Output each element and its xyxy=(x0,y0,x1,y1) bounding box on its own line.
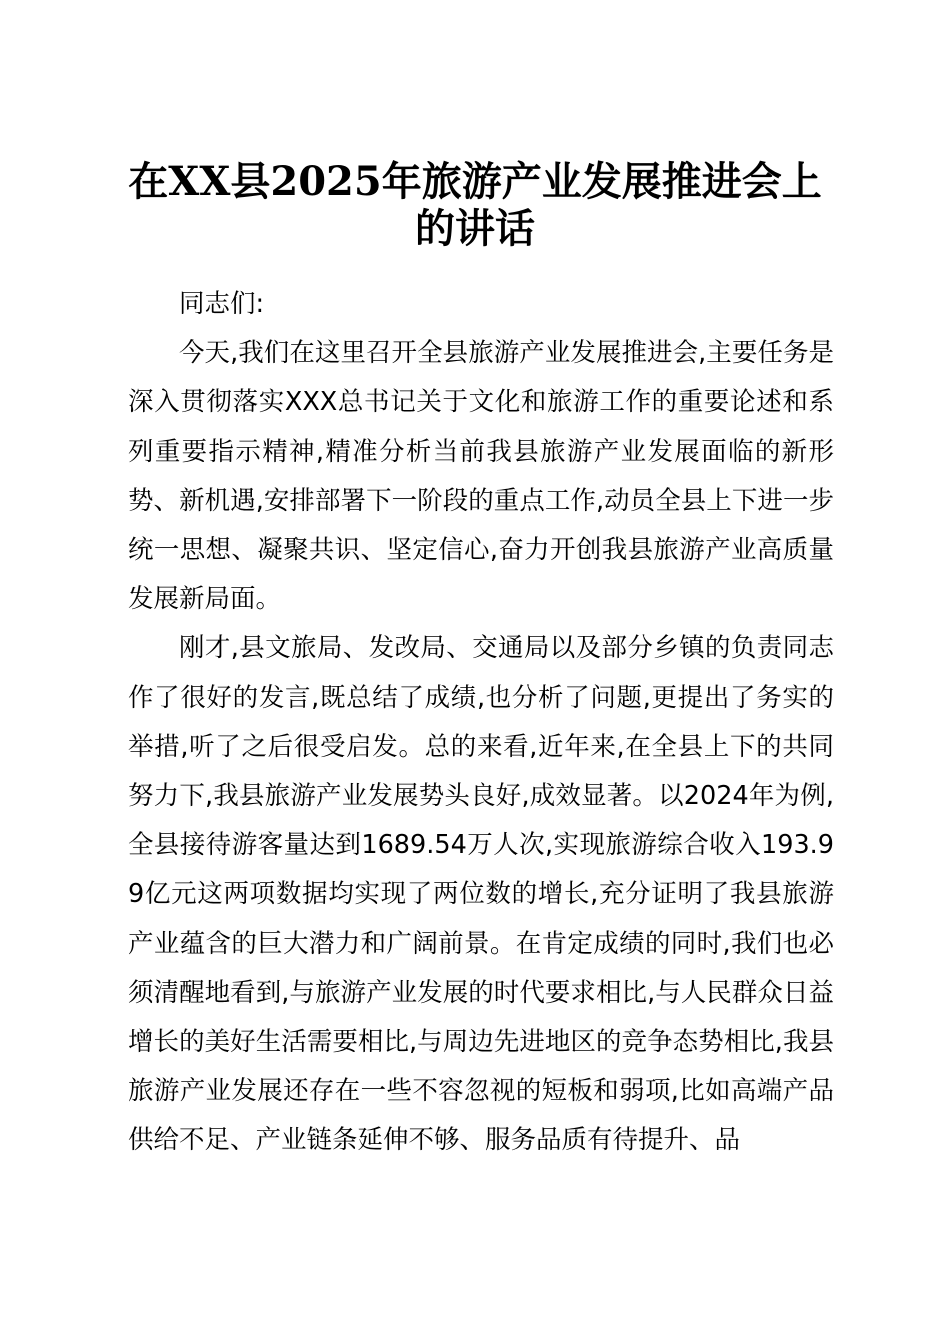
paragraph-2: 刚才,县文旅局、发改局、交通局以及部分乡镇的负责同志作了很好的发言,既总结了成绩,也分析了问题,更提出了务实的举措,听了之后很受启发。总的来看,近年来,在全县上下的共同努力下,我县旅游产业发展势头良好,成效显著。以2024年为例,全县接待游客量达到1689.54万人次,实现旅游综合收入193.99亿元这两项数据均实现了两位数的增长,充分证明了我县旅游产业蕴含的巨大潜力和广阔前景。在肯定成绩的同时,我们也必须清醒地看到,与旅游产业发展的时代要求相比,与人民群众日益增长的美好生活需要相比,与周边先进地区的竞争态势相比,我县旅游产业发展还存在一些不容忽视的短板和弱项,比如高端产品供给不足、产业链条延伸不够、服务品质有待提升、品 xyxy=(128,633,834,1156)
document-title: 在XX县2025年旅游产业发展推进会上的讲话 xyxy=(128,158,822,252)
salutation: 同志们: xyxy=(179,289,265,319)
document-body xyxy=(128,280,834,1166)
paragraph-1: 今天,我们在这里召开全县旅游产业发展推进会,主要任务是深入贯彻落实XXX总书记关于文化和旅游工作的重要论述和系列重要指示精神,精准分析当前我县旅游产业发展面临的新形势、新机遇,安排部署下一阶段的重点工作,动员全县上下进一步统一思想、凝聚共识、坚定信心,奋力开创我县旅游产业高质量发展新局面。 xyxy=(128,338,834,615)
